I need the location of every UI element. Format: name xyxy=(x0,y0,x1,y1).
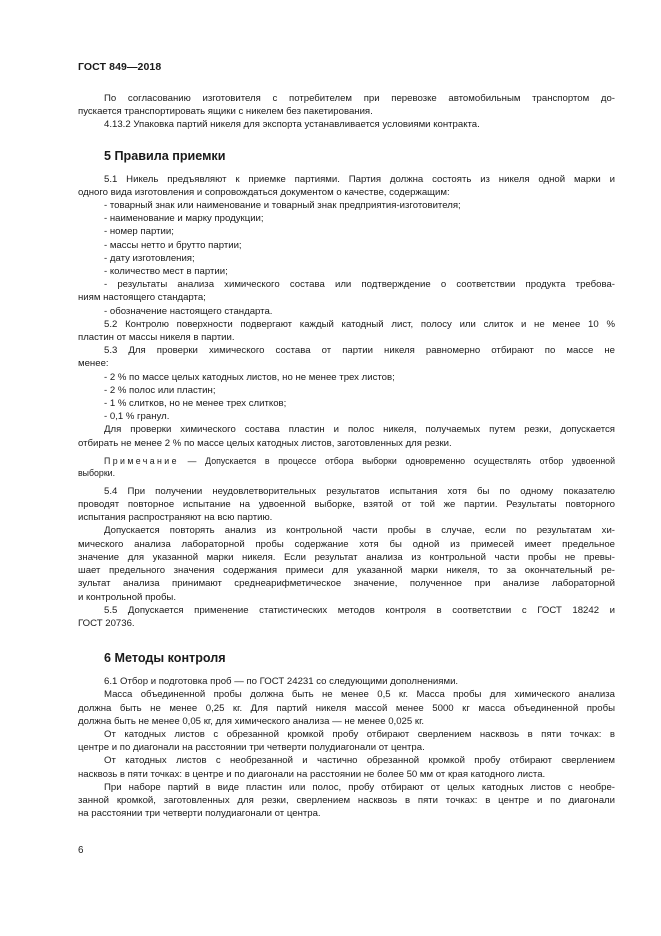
list-item: - наименование и марку продукции; xyxy=(104,213,264,225)
text-line: 5.2 Контролю поверхности подвергают каждый катодный лист, полосу или слиток и не менее 10 % xyxy=(104,318,615,330)
paragraph-packaging-agreement xyxy=(78,92,615,118)
text-line: отбирать не менее 2 % по массе целых катодных листов, заготовленных для резки. xyxy=(78,437,452,449)
page-body xyxy=(78,92,615,820)
paragraph-5-4 xyxy=(78,485,615,525)
sampling-list xyxy=(78,371,615,424)
text-line: мического анализа лабораторной пробы содержание хотя бы одной из примесей имеет предельное xyxy=(78,538,615,550)
text-line: ГОСТ 20736. xyxy=(78,617,135,629)
paragraph-repeat-analysis xyxy=(78,524,615,603)
paragraph-5-1 xyxy=(78,173,615,199)
paragraph-5-2 xyxy=(78,318,615,344)
list-item: - дату изготовления; xyxy=(104,252,195,264)
paragraph-sample-mass xyxy=(78,688,615,728)
text-line: насквозь в пяти точках: в центре и по диагонали на расстоянии не более 50 мм от края катодного листа. xyxy=(78,768,546,780)
paragraph-cut-plates xyxy=(78,423,615,449)
text-line: на расстоянии три четверти полудиагонали от центра. xyxy=(78,808,321,820)
list-item-continuation: ниям настоящего стандарта; xyxy=(78,292,206,304)
text-line: одного вида изготовления и сопровождаться документом о качестве, содержащим: xyxy=(78,186,450,198)
text-line: 5.4 При получении неудовлетворительных результатов испытания хотя бы по одному показателю xyxy=(104,485,615,497)
text-line: и контрольной пробы. xyxy=(78,591,176,603)
note-label: Примечание xyxy=(104,455,179,466)
paragraph-4-13-2: 4.13.2 Упаковка партий никеля для экспорта устанавливается условиями контракта. xyxy=(104,119,480,131)
note-line: выборки. xyxy=(78,467,116,478)
text-line: должна быть не менее 0,25 кг. Для партий никеля массой менее 5000 кг масса объединенной пробы xyxy=(78,702,615,714)
paragraph-trimmed-edge xyxy=(78,728,615,754)
text-line: занной кромкой, заготовленных для резки, сверлением насквозь в пяти точках: в центре и по диагонали xyxy=(78,794,615,806)
text-line: значение для указанной марки никеля. Если результат анализа из контрольной части пробы не превы- xyxy=(78,551,615,563)
text-line: пускается транспортировать ящики с никелем без пакетирования. xyxy=(78,106,373,118)
section-5-title: 5 Правила приемки xyxy=(104,148,226,163)
list-item: - товарный знак или наименование и товарный знак предприятия-изготовителя; xyxy=(104,200,461,212)
text-line: Допускается повторять анализ из контрольной части пробы в случае, если по результатам хи- xyxy=(104,525,615,537)
text-line: 5.5 Допускается применение статистических методов контроля в соответствии с ГОСТ 18242 и xyxy=(104,604,615,616)
page-number: 6 xyxy=(78,845,84,856)
text-line: По согласованию изготовителя с потребителем при перевозке автомобильным транспортом до- xyxy=(104,93,615,104)
text-line: 5.3 Для проверки химического состава от партии никеля равномерно отбирают по массе не xyxy=(104,345,615,357)
text-line: Для проверки химического состава пластин и полос никеля, получаемых путем резки, допускается xyxy=(104,424,615,436)
text-line: пластин от массы никеля в партии. xyxy=(78,332,235,344)
text-line: зультат анализа принимают среднеарифметическое значение, полученное при анализе лабораторной xyxy=(78,578,615,590)
text-line: От катодных листов с обрезанной кромкой пробу отбирают сверлением насквозь в пяти точках: в xyxy=(104,728,615,740)
text-line: проводят повторное испытание на удвоенной выборке, взятой от той же партии. Результаты повторного xyxy=(78,499,615,511)
text-line: 5.1 Никель предъявляют к приемке партиями. Партия должна состоять из никеля одной марки и xyxy=(104,173,615,185)
text-line: центре и по диагонали на расстоянии три четверти полудиагонали от центра. xyxy=(78,742,425,754)
paragraph-untrimmed-edge xyxy=(78,754,615,780)
text-line: менее: xyxy=(78,358,109,370)
list-item: - результаты анализа химического состава или подтверждение о соответствии продукта требова- xyxy=(104,279,615,291)
paragraph-plates-strips xyxy=(78,781,615,821)
list-item: - номер партии; xyxy=(104,226,174,238)
list-item: - 1 % слитков, но не менее трех слитков; xyxy=(104,398,287,410)
document-header: ГОСТ 849—2018 xyxy=(78,61,162,73)
text-line: шает предельного значения содержания примеси для указанной марки никеля, то за окончательный ре- xyxy=(78,565,615,577)
paragraph-5-3 xyxy=(78,344,615,370)
text-line: должна быть не менее 0,05 кг, для химического анализа — не менее 0,025 кг. xyxy=(78,715,425,727)
list-item: - 2 % полос или пластин; xyxy=(104,384,216,396)
text-line: испытания распространяют на всю партию. xyxy=(78,512,273,524)
list-item: - массы нетто и брутто партии; xyxy=(104,239,242,251)
list-item: - количество мест в партии; xyxy=(104,266,228,278)
list-item: - 2 % по массе целых катодных листов, но не менее трех листов; xyxy=(104,371,395,383)
text-line: При наборе партий в виде пластин или полос, пробу отбирают от целых катодных листов с необре- xyxy=(104,781,615,793)
paragraph-6-1: 6.1 Отбор и подготовка проб — по ГОСТ 24231 со следующими дополнениями. xyxy=(104,676,459,688)
section-6-title: 6 Методы контроля xyxy=(104,651,226,666)
note-text: — Допускается в процессе отбора выборки одновременно осуществлять отбор удвоенной xyxy=(187,455,615,466)
list-item: - обозначение настоящего стандарта. xyxy=(104,305,273,317)
note-line xyxy=(78,455,615,467)
paragraph-5-5 xyxy=(78,604,615,630)
text-line: От катодных листов с необрезанной и частично обрезанной кромкой пробу отбирают сверлением xyxy=(104,755,615,767)
document-contents-list xyxy=(78,199,615,318)
note xyxy=(78,455,615,479)
text-line: Масса объединенной пробы должна быть не менее 0,5 кг. Масса пробы для химического анализа xyxy=(104,689,615,701)
list-item: - 0,1 % гранул. xyxy=(104,411,170,423)
